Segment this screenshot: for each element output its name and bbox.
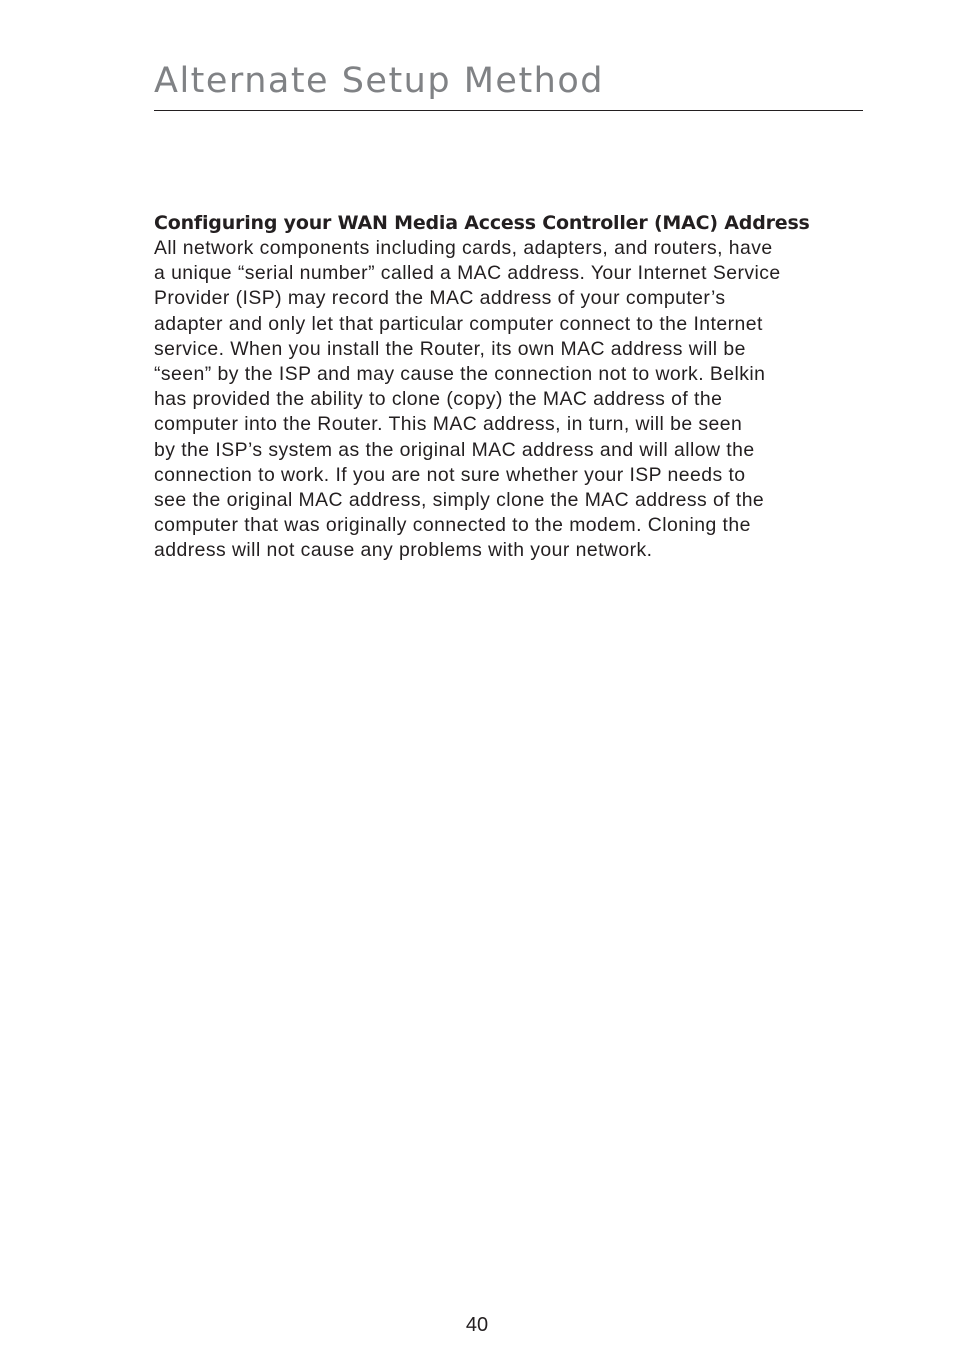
section-heading: Configuring your WAN Media Access Controller (MAC) Address xyxy=(154,212,810,234)
body-line: has provided the ability to clone (copy) the MAC address of the xyxy=(154,388,723,411)
body-line: All network components including cards, adapters, and routers, have xyxy=(154,237,773,259)
page-title: Alternate Setup Method xyxy=(154,61,604,101)
body-line: computer into the Router. This MAC address, in turn, will be seen xyxy=(154,413,743,436)
body-line: a unique “serial number” called a MAC address. Your Internet Service xyxy=(154,262,781,285)
body-line: computer that was originally connected to the modem. Cloning the xyxy=(154,514,751,537)
body-line: address will not cause any problems with your network. xyxy=(154,539,653,562)
page-header xyxy=(154,58,863,104)
mac-address-section xyxy=(154,210,854,564)
body-line: service. When you install the Router, its own MAC address will be xyxy=(154,337,746,360)
body-line: Provider (ISP) may record the MAC address of your computer’s xyxy=(154,287,726,310)
header-divider xyxy=(154,110,863,111)
body-line: see the original MAC address, simply clone the MAC address of the xyxy=(154,489,765,512)
body-line: by the ISP’s system as the original MAC address and will allow the xyxy=(154,438,755,461)
section-body xyxy=(154,236,854,564)
body-line: connection to work. If you are not sure whether your ISP needs to xyxy=(154,463,746,486)
page-number: 40 xyxy=(465,1314,489,1336)
body-line: “seen” by the ISP and may cause the connection not to work. Belkin xyxy=(154,363,766,386)
body-line: adapter and only let that particular computer connect to the Internet xyxy=(154,312,763,335)
